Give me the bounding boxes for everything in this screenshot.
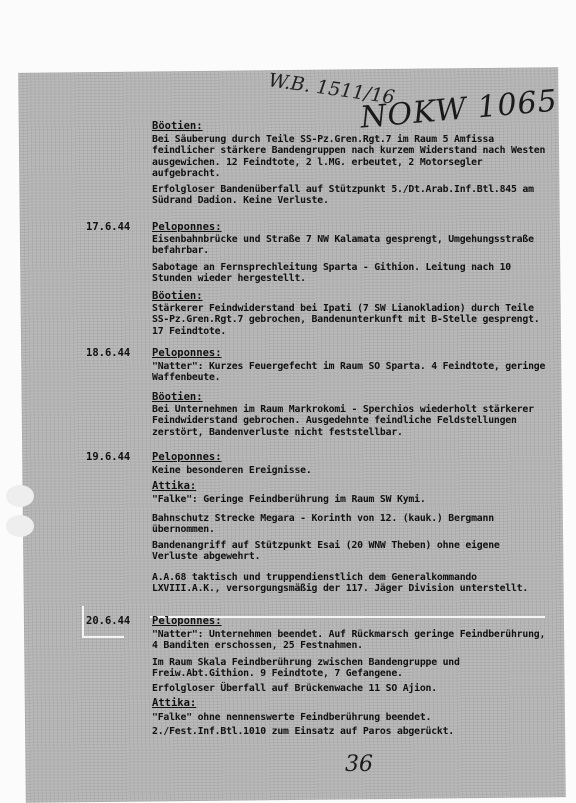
report-paragraph: Bei Säuberung durch Teile SS-Pz.Gren.Rgt.7 im Raum 5 Amfissa feindlicher stärkere Bandengruppen nach kurzem Widerstand nach Westen ausgewichen. 12 Feindtote, 2 l.MG. erbeutet, 2 Motorsegler aufgebracht.	[152, 134, 546, 180]
file-reference-annotation: W.B. 1511/16	[267, 69, 397, 109]
report-date: 19.6.44	[86, 451, 131, 463]
section-heading: Böotien:	[152, 391, 203, 403]
punch-hole	[6, 515, 34, 537]
section-heading: Peloponnes:	[152, 347, 222, 359]
report-paragraph: Im Raum Skala Feindberührung zwischen Bandengruppe und Freiw.Abt.Githion. 9 Feindtote, 7 Gefangene.	[152, 657, 460, 680]
report-date: 20.6.44	[86, 615, 131, 627]
report-paragraph: "Falke": Geringe Feindberührung im Raum SW Kymi.	[152, 494, 426, 505]
page-number: 36	[345, 752, 373, 777]
report-paragraph: Bandenangriff auf Stützpunkt Esai (20 WNW Theben) ohne eigene Verluste abgewehrt.	[152, 540, 500, 563]
report-paragraph: "Natter": Unternehmen beendet. Auf Rückmarsch geringe Feindberührung, 4 Banditen erschossen, 25 Festnahmen.	[152, 629, 546, 652]
report-paragraph: Stärkerer Feindwiderstand bei Ipati (7 SW Lianokladion) durch Teile SS-Pz.Gren.Rgt.7 gebrochen, Bandenunterkunft mit B-Stelle gesprengt. 17 Feindtote.	[152, 303, 540, 337]
section-heading: Attika:	[152, 697, 197, 709]
report-paragraph: 2./Fest.Inf.Btl.1010 zum Einsatz auf Paros abgerückt.	[152, 726, 455, 737]
section-heading: Peloponnes:	[152, 451, 222, 463]
section-heading: Attika:	[152, 480, 197, 492]
section-heading: Peloponnes:	[152, 615, 222, 627]
report-paragraph: Bahnschutz Strecke Megara - Korinth von 12. (kauk.) Bergmann übernommen.	[152, 513, 494, 536]
report-paragraph: Sabotage an Fernsprechleitung Sparta - Githion. Leitung nach 10 Stunden wieder hergestellt.	[152, 262, 511, 285]
report-paragraph: Erfolgloser Bandenüberfall auf Stützpunkt 5./Dt.Arab.Inf.Btl.845 am Südrand Dadion. Keine Verluste.	[152, 184, 534, 207]
section-heading: Böotien:	[152, 120, 203, 132]
punch-hole	[6, 485, 34, 507]
section-heading: Peloponnes:	[152, 221, 222, 233]
nokw-document-number: NOKW 1065	[358, 83, 560, 136]
report-paragraph: A.A.68 taktisch und truppendienstlich dem Generalkommando LXVIII.A.K., versorgungsmäßig der 117. Jäger Division unterstellt.	[152, 572, 529, 595]
report-date: 18.6.44	[86, 347, 131, 359]
report-paragraph: Keine besonderen Ereignisse.	[152, 465, 312, 476]
report-paragraph: "Falke" ohne nennenswerte Feindberührung beendet.	[152, 712, 432, 723]
report-paragraph: Bei Unternehmen im Raum Markrokomi - Sperchios wiederholt stärkerer Feindwiderstand gebrochen. Ausgedehnte feindliche Feldstellungen zerstört, Bandenverluste nicht feststellbar.	[152, 404, 534, 438]
report-paragraph: "Natter": Kurzes Feuergefecht im Raum SO Sparta. 4 Feindtote, geringe Waffenbeute.	[152, 361, 546, 384]
report-paragraph: Eisenbahnbrücke und Straße 7 NW Kalamata gesprengt, Umgehungsstraße befahrbar.	[152, 234, 534, 257]
section-heading: Böotien:	[152, 290, 203, 302]
report-paragraph: Erfolgloser Überfall auf Brückenwache 11 SO Ajion.	[152, 683, 437, 694]
report-date: 17.6.44	[86, 221, 131, 233]
